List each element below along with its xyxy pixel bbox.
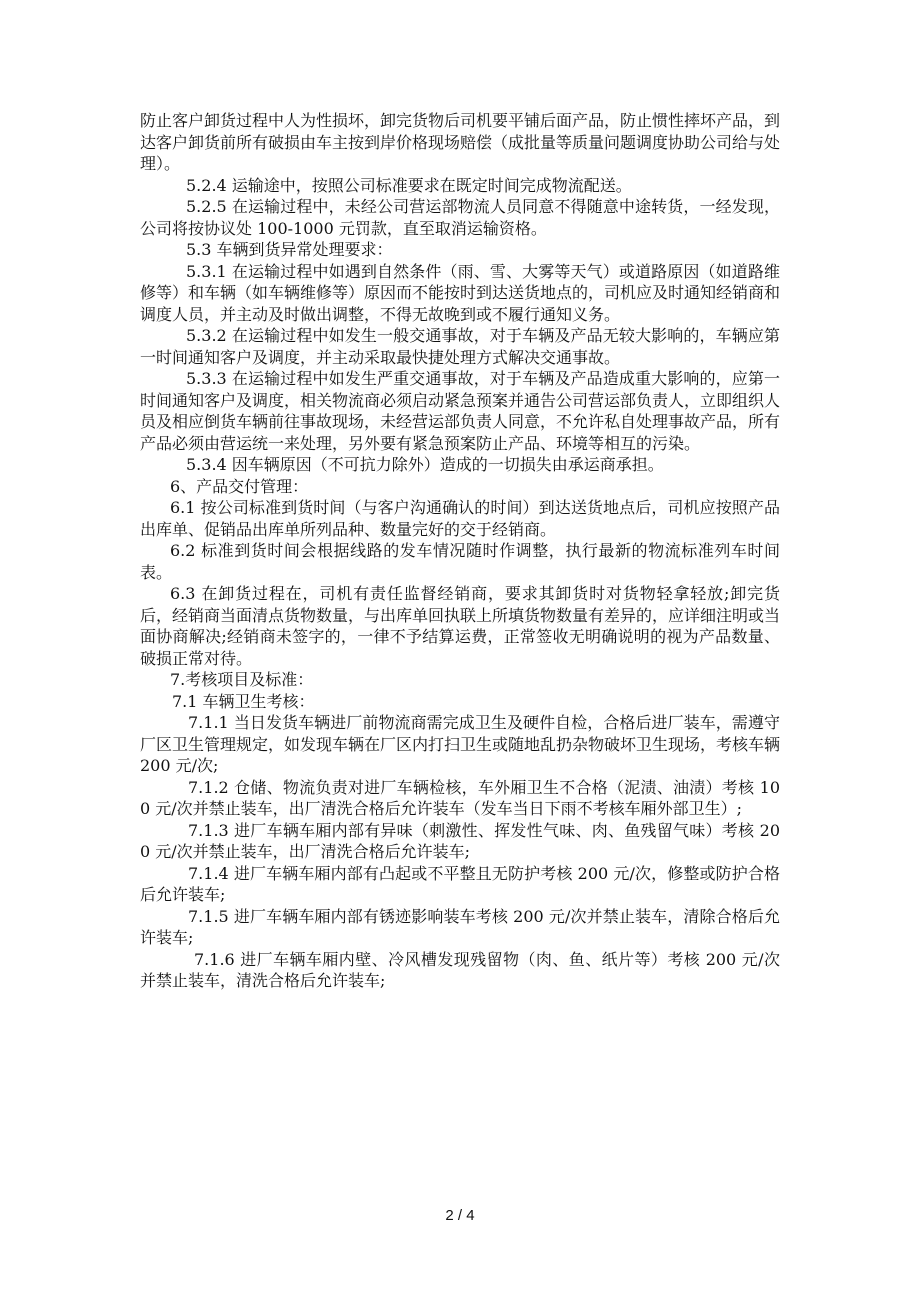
paragraph-5-3-4: 5.3.4 因车辆原因（不可抗力除外）造成的一切损失由承运商承担。 (186, 455, 664, 474)
paragraph-7-1-4: 7.1.4 进厂车辆车厢内部有凸起或不平整且无防护考核 200 元/次，修整或防护合格后允许装车; (140, 863, 780, 904)
page-number: 2 / 4 (445, 1207, 475, 1224)
paragraph-5-2-5: 5.2.5 在运输过程中，未经公司营运部物流人员同意不得随意中途转货，一经发现，公司将按协议处 100-1000 元罚款，直至取消运输资格。 (140, 197, 780, 238)
paragraph-6-3: 6.3 在卸货过程在，司机有责任监督经销商，要求其卸货时对货物轻拿轻放;卸完货后，经销商当面清点货物数量，与出库单回执联上所填货物数量有差异的，应详细注明或当面协商解决;经销商未签字的，一律不予结算运费，正常签收无明确说明的视为产品数量、破损正常对待。 (140, 584, 781, 668)
paragraph-5-3-1: 5.3.1 在运输过程中如遇到自然条件（雨、雪、大雾等天气）或道路原因（如道路维修等）和车辆（如车辆维修等）原因而不能按时到达送货地点的，司机应及时通知经销商和调度人员，并主动及时做出调整，不得无故晚到或不履行通知义务。 (140, 261, 781, 324)
paragraph-7-1-1: 7.1.1 当日发货车辆进厂前物流商需完成卫生及硬件自检，合格后进厂装车，需遵守厂区卫生管理规定，如发现车辆在厂区内打扫卫生或随地乱扔杂物破坏卫生现场，考核车辆 200 元/次; (140, 713, 781, 775)
heading-7: 7.考核项目及标准： (170, 670, 314, 689)
heading-5-3: 5.3 车辆到货异常处理要求： (186, 240, 393, 259)
paragraph-5-2-4: 5.2.4 运输途中，按照公司标准要求在既定时间完成物流配送。 (186, 175, 632, 195)
paragraph-6-2: 6.2 标准到货时间会根据线路的发车情况随时作调整，执行最新的物流标准列车时间表。 (140, 541, 780, 582)
paragraph-7-1-3: 7.1.3 进厂车辆车厢内部有异味（刺激性、挥发性气味、肉、鱼残留气味）考核 200 元/次并禁止装车，出厂清洗合格后允许装车; (140, 820, 780, 861)
document-body (140, 110, 780, 992)
paragraph-6-1: 6.1 按公司标准到货时间（与客户沟通确认的时间）到达送货地点后，司机应按照产品出库单、促销品出库单所列品种、数量完好的交于经销商。 (140, 498, 780, 539)
paragraph-continuation: 防止客户卸货过程中人为性损坏，卸完货物后司机要平铺后面产品，防止惯性摔坏产品，到达客户卸货前所有破损由车主按到岸价格现场赔偿（成批量等质量问题调度协助公司给与处理）。 (140, 111, 781, 173)
heading-7-1: 7.1 车辆卫生考核： (172, 691, 315, 711)
paragraph-7-1-5: 7.1.5 进厂车辆车厢内部有锈迹影响装车考核 200 元/次并禁止装车，清除合格后允许装车; (140, 906, 780, 947)
paragraph-7-1-6: 7.1.6 进厂车辆车厢内壁、冷风槽发现残留物（肉、鱼、纸片等）考核 200 元/次并禁止装车，清洗合格后允许装车; (140, 949, 780, 990)
paragraph-5-3-3: 5.3.3 在运输过程中如发生严重交通事故，对于车辆及产品造成重大影响的，应第一时间通知客户及调度，相关物流商必须启动紧急预案并通告公司营运部负责人，立即组织人员及相应倒货车辆前往事故现场，未经营运部负责人同意，不允许私自处理事故产品，所有产品必须由营运统一来处理，另外要有紧急预案防止产品、环境等相互的污染。 (140, 369, 781, 453)
heading-6: 6、产品交付管理： (170, 476, 309, 496)
paragraph-7-1-2: 7.1.2 仓储、物流负责对进厂车辆检核，车外厢卫生不合格（泥渍、油渍）考核 100 元/次并禁止装车，出厂清洗合格后允许装车（发车当日下雨不考核车厢外部卫生）; (140, 777, 780, 818)
paragraph-5-3-2: 5.3.2 在运输过程中如发生一般交通事故，对于车辆及产品无较大影响的，车辆应第一时间通知客户及调度，并主动采取最快捷处理方式解决交通事故。 (140, 326, 780, 367)
